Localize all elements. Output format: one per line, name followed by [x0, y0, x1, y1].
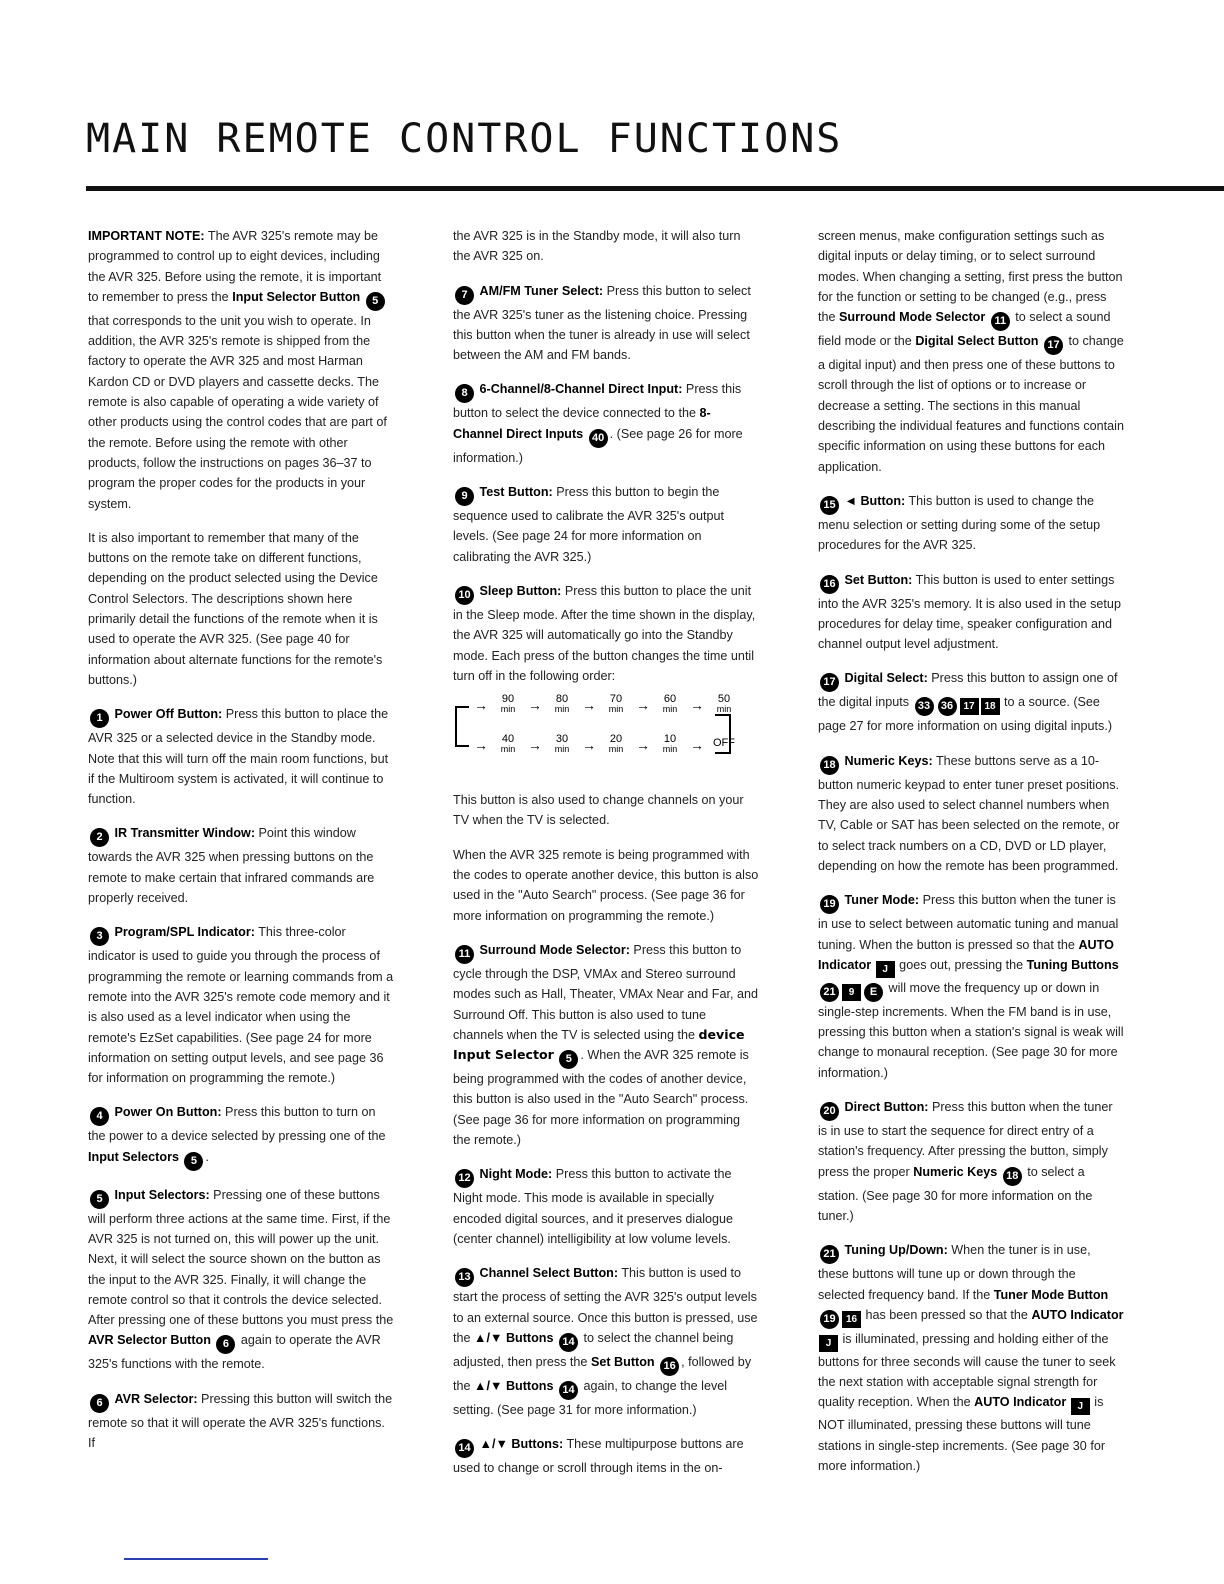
item-text: Press this button to begin the sequence used to calibrate the AVR 325's output levels. (See page 24 for more information on calibrating the AVR 325.)	[453, 485, 725, 564]
callout-number: 16	[820, 575, 839, 594]
callout-number: 11	[991, 312, 1010, 331]
ref-label: Input Selector Button	[232, 289, 361, 304]
item-text: Pressing one of these buttons will perform three actions at the same time. First, if the AVR 325 is not turned on, this will power up the unit. Next, it will select the source shown on the button as the input to the AVR 325. Finally, it will change the remote control so that it controls the device selected. After pressing one of these buttons you must press the	[88, 1187, 394, 1328]
seq-item	[601, 734, 631, 754]
arrow-right-icon: →	[636, 697, 650, 714]
item-text: Press this button to select the device connected to the	[453, 382, 742, 421]
seq-item	[601, 694, 631, 714]
item-heading: Power On Button:	[114, 1105, 222, 1120]
item-text: is NOT illuminated, pressing these buttons will tune stations in single-step increments. (See page 30 for more information.)	[818, 1395, 1106, 1473]
callout-number: 40	[589, 429, 608, 448]
arrow-right-icon: →	[636, 737, 650, 754]
item-12	[453, 1164, 759, 1249]
item-text: Press this button to assign one of the digital inputs	[818, 671, 1118, 710]
ref-label: ▲/▼ Buttons	[474, 1378, 554, 1393]
seq-unit: min	[500, 744, 516, 755]
item-text: This button is used to change the menu selection or setting during some of the setup procedures for the AVR 325.	[818, 493, 1101, 553]
callout-number: 10	[455, 586, 474, 605]
ref-label: Tuner Mode Button	[993, 1287, 1109, 1302]
callout-number: 5	[90, 1190, 109, 1209]
item-text: Press this button to cycle through the DSP, VMAx and Stereo surround modes such as Hall, Theater, VMAx Near and Far, and Surround Off. This button is also used to tune channels when the TV is selected using the	[453, 942, 758, 1042]
seq-value: 30	[555, 733, 569, 746]
seq-row-2	[469, 734, 739, 754]
callout-square: 9	[842, 984, 861, 1001]
ref-label: AUTO Indicator	[1031, 1307, 1124, 1322]
item-heading: Set Button:	[844, 572, 913, 587]
seq-off: OFF	[713, 737, 735, 750]
callout-number: 5	[559, 1050, 578, 1069]
item-text: to a source. (See page 27 for more information on using digital inputs.)	[818, 695, 1113, 734]
callout-number: 20	[820, 1102, 839, 1121]
text: that corresponds to the unit you wish to operate. In addition, the AVR 325's remote is shipped from the factory to operate the AVR 325 and most Harman Kardon CD or DVD players and cassette decks. The remote is also capable of operating a wide variety of other products using the control codes that are part of the remote. Before using the remote with other products, follow the instructions on pages 36–37 to program the proper codes for the products in your system.	[88, 313, 387, 511]
item-heading: AVR Selector:	[114, 1391, 198, 1406]
item-heading: Tuning Up/Down:	[844, 1243, 948, 1258]
item-15	[818, 491, 1124, 556]
item-14	[453, 1434, 759, 1478]
item-heading: Tuner Mode:	[844, 893, 920, 908]
arrow-right-icon: →	[582, 737, 596, 754]
ref-label: AUTO Indicator	[974, 1395, 1067, 1410]
item-text: When the tuner is in use, these buttons will tune up or down through the selected frequency band. If the	[818, 1243, 1091, 1302]
item-7	[453, 281, 759, 366]
callout-number: 5	[366, 292, 385, 311]
callout-number: 19	[820, 1310, 839, 1329]
callout-number: 4	[90, 1107, 109, 1126]
seq-item	[655, 694, 685, 714]
callout-number: 6	[216, 1335, 235, 1354]
seq-unit: min	[608, 744, 624, 755]
item-heading: ▲/▼ Buttons:	[479, 1437, 564, 1452]
ref-label: Set Button	[590, 1354, 655, 1369]
ref-label: Input Selectors	[88, 1149, 179, 1164]
item-heading: Numeric Keys:	[844, 753, 933, 768]
seq-item	[493, 694, 523, 714]
callout-number: 1	[90, 709, 109, 728]
text: The AVR 325's remote may be programmed to control up to eight devices, including the AVR 325. Before using the remote, it is important to remember to press the	[88, 229, 382, 304]
item-text: has been pressed so that the	[862, 1307, 1032, 1322]
ref-label: AUTO Indicator	[818, 937, 1114, 972]
callout-number: 18	[1003, 1167, 1022, 1186]
item-5	[88, 1185, 394, 1375]
paragraph: This button is also used to change channels on your TV when the TV is selected.	[453, 793, 744, 828]
ref-label: Surround Mode Selector	[839, 310, 986, 325]
item-6	[88, 1389, 394, 1454]
callout-number: 3	[90, 927, 109, 946]
seq-line	[455, 706, 457, 746]
callout-number: 12	[455, 1169, 474, 1188]
item-heading: Surround Mode Selector:	[479, 942, 630, 957]
callout-number: 9	[455, 487, 474, 506]
item-3	[88, 922, 394, 1088]
arrow-right-icon: →	[582, 697, 596, 714]
item-8	[453, 379, 759, 468]
seq-item	[493, 734, 523, 754]
important-note-lead: IMPORTANT NOTE:	[88, 229, 205, 243]
seq-item	[655, 734, 685, 754]
callout-number: 21	[820, 983, 839, 1002]
ref-label: device Input Selector	[453, 1026, 745, 1063]
seq-item	[547, 734, 577, 754]
callout-number: 14	[559, 1333, 578, 1352]
item-4	[88, 1102, 394, 1170]
callout-square: J	[876, 961, 895, 978]
item-text: This button is used to enter settings into the AVR 325's memory. It is also used in the setup procedures for delay time, speaker configuration and channel output level adjustment.	[818, 572, 1121, 652]
seq-row-1	[469, 694, 739, 714]
seq-value: 60	[663, 693, 677, 706]
item-text: , followed by the	[453, 1354, 752, 1393]
seq-value: 50	[717, 693, 731, 706]
item-13	[453, 1263, 759, 1420]
callout-number: 17	[820, 673, 839, 692]
callout-number: 36	[938, 697, 957, 716]
callout-number: 16	[660, 1357, 679, 1376]
ref-label: Numeric Keys	[913, 1164, 998, 1179]
seq-item	[709, 694, 739, 714]
item-19	[818, 890, 1124, 1083]
item-text: again, to change the level setting. (See page 31 for more information.)	[453, 1378, 728, 1417]
callout-square: 18	[981, 698, 1000, 715]
callout-number: 14	[559, 1381, 578, 1400]
item-text: screen menus, make configuration settings such as digital inputs or delay timing, or to select surround modes. When changing a setting, first press the button for the function or setting to be changed (e.g., press the	[818, 229, 1123, 325]
callout-number: E	[864, 983, 883, 1002]
callout-number: 6	[90, 1394, 109, 1413]
seq-unit: min	[716, 704, 732, 715]
item-10	[453, 581, 759, 686]
item-heading: Sleep Button:	[479, 583, 562, 598]
callout-number: 14	[455, 1439, 474, 1458]
seq-line	[455, 745, 469, 747]
item-heading: ◄ Button:	[844, 493, 906, 508]
item-text: Press this button when the tuner is in use to select between automatic tuning and manual tuning. When the button is pressed so that the	[818, 893, 1119, 952]
paragraph: It is also important to remember that many of the buttons on the remote take on different functions, depending on the product selected using the Device Control Selectors. The descriptions shown here primarily detail the functions of the remote when it is used to operate the AVR 325. (See page 40 for information about alternate functions for the remote's buttons.)	[88, 530, 383, 687]
seq-unit: min	[554, 704, 570, 715]
footer-rule	[124, 1558, 268, 1560]
callout-number: 7	[455, 286, 474, 305]
item-11	[453, 940, 759, 1150]
item-heading: Test Button:	[479, 485, 553, 500]
item-text: These multipurpose buttons are used to change or scroll through items in the on-	[453, 1437, 744, 1476]
item-text: This button is used to start the process of setting the AVR 325's output levels to an external source. Once this button is pressed, use the	[453, 1266, 758, 1345]
callout-number: 11	[455, 945, 474, 964]
arrow-right-icon: →	[528, 737, 542, 754]
seq-unit: min	[500, 704, 516, 715]
item-heading: Direct Button:	[844, 1100, 929, 1115]
item-21	[818, 1240, 1124, 1476]
ref-label: Tuning Buttons	[1026, 957, 1119, 972]
ref-label: ▲/▼ Buttons	[474, 1330, 554, 1345]
item-heading: Program/SPL Indicator:	[114, 925, 255, 940]
item-2	[88, 823, 394, 908]
item-heading: IR Transmitter Window:	[114, 826, 256, 841]
callout-square: J	[819, 1335, 838, 1352]
item-text: These buttons serve as a 10-button numeric keypad to enter tuner preset positions. They are also used to select channel numbers when TV, Cable or SAT has been selected on the remote, or to select track numbers on a CD, DVD or LD player, depending on how the remote has been programmed.	[818, 753, 1120, 873]
arrow-right-icon: →	[474, 697, 488, 714]
item-heading: 6-Channel/8-Channel Direct Input:	[479, 382, 683, 397]
item-text: . (See page 26 for more information.)	[453, 426, 743, 465]
item-text: Pressing this button will switch the remote so that it will operate the AVR 325's functions. If	[88, 1391, 393, 1451]
item-text: to select the channel being adjusted, then press the	[453, 1330, 734, 1369]
item-18	[818, 751, 1124, 876]
paragraph: When the AVR 325 remote is being programmed with the codes to operate another device, this button is also used in the "Auto Search" process. (See page 36 for more information on programming the remote.)	[453, 847, 759, 923]
item-text: .	[205, 1149, 209, 1164]
sleep-sequence-diagram	[453, 692, 743, 780]
seq-line	[455, 706, 469, 708]
callout-number: 17	[1044, 336, 1063, 355]
callout-square: 16	[842, 1311, 861, 1328]
item-9	[453, 482, 759, 567]
seq-unit: min	[554, 744, 570, 755]
ref-label: 8-Channel Direct Inputs	[453, 406, 711, 441]
item-text: will move the frequency up or down in single-step increments. When the FM band is in use, pressing this button when a station's signal is weak will change to monaural reception. (See page 30 for more information.)	[818, 980, 1124, 1080]
callout-number: 8	[455, 384, 474, 403]
item-text: goes out, pressing the	[895, 957, 1027, 972]
continued-text: the AVR 325 is in the Standby mode, it will also turn the AVR 325 on.	[453, 229, 741, 264]
item-text: Press this button to activate the Night mode. This mode is available in specially encoded digital sources, and it preserves dialogue (center channel) intelligibility at low volume levels.	[453, 1167, 734, 1246]
callout-number: 15	[820, 496, 839, 515]
item-text: to change a digital input) and then press one of these buttons to scroll through the list of options or to increase or decrease a setting. The sections in this manual describing the individual features and functions contain specific information on using these buttons for each application.	[818, 334, 1124, 474]
item-heading: Power Off Button:	[114, 707, 223, 722]
item-text: Press this button when the tuner is in use to start the sequence for direct entry of a station's frequency. After pressing the button, simply press the proper	[818, 1100, 1113, 1179]
seq-value: 80	[555, 693, 569, 706]
item-text: Point this window towards the AVR 325 when pressing buttons on the remote to make certain that infrared commands are properly received.	[88, 826, 375, 906]
seq-unit: min	[662, 744, 678, 755]
column-2	[453, 226, 759, 1492]
item-heading: Night Mode:	[479, 1167, 553, 1182]
seq-value: 10	[663, 733, 677, 746]
item-text: Press this button to select the AVR 325's tuner as the listening choice. Pressing this button when the tuner is already in use will select between the AM and FM bands.	[453, 283, 751, 363]
item-heading: Digital Select:	[844, 671, 928, 686]
callout-number: 13	[455, 1268, 474, 1287]
seq-unit: min	[662, 704, 678, 715]
callout-number: 19	[820, 895, 839, 914]
item-20	[818, 1097, 1124, 1226]
item-heading: AM/FM Tuner Select:	[479, 283, 604, 298]
seq-item	[547, 694, 577, 714]
arrow-right-icon: →	[690, 737, 704, 754]
callout-square: J	[1071, 1398, 1090, 1415]
seq-value: 20	[609, 733, 623, 746]
item-text: to select a sound field mode or the	[818, 310, 1111, 349]
arrow-right-icon: →	[474, 737, 488, 754]
column-3	[818, 226, 1124, 1490]
seq-value: 40	[501, 733, 515, 746]
callout-number: 18	[820, 756, 839, 775]
seq-value: 70	[609, 693, 623, 706]
callout-square: 17	[960, 698, 979, 715]
continued-text	[818, 226, 1124, 477]
seq-value: 90	[501, 693, 515, 706]
callout-number: 5	[184, 1152, 203, 1171]
title-rule	[86, 186, 1224, 191]
item-text: again to operate the AVR 325's functions with the remote.	[88, 1333, 381, 1372]
item-text: Press this button to place the unit in the Sleep mode. After the time shown in the display, the AVR 325 will automatically go into the Standby mode. Each press of the button changes the time until turn off in the following order:	[453, 583, 756, 683]
item-text: to select a station. (See page 30 for more information on the tuner.)	[818, 1164, 1093, 1223]
ref-label: Digital Select Button	[915, 334, 1039, 349]
seq-unit: min	[608, 704, 624, 715]
seq-line	[715, 714, 729, 716]
item-text: is illuminated, pressing and holding either of the buttons for three seconds will cause the tuner to seek the next station with acceptable signal strength for quality reception. When the	[818, 1331, 1116, 1410]
item-17	[818, 668, 1124, 736]
item-16	[818, 570, 1124, 655]
column-1	[88, 226, 394, 1467]
callout-number: 21	[820, 1245, 839, 1264]
item-1	[88, 704, 394, 809]
ref-label: AVR Selector Button	[88, 1333, 211, 1348]
important-note	[88, 226, 394, 514]
item-text: . When the AVR 325 remote is being programmed with the codes of another device, this button is also used in the "Auto Search" process. (See page 36 for more information on programming the remote.)	[453, 1048, 749, 1148]
item-heading: Channel Select Button:	[479, 1266, 619, 1281]
item-heading: Input Selectors:	[114, 1187, 210, 1202]
arrow-right-icon: →	[528, 697, 542, 714]
arrow-right-icon: →	[690, 697, 704, 714]
item-text: Press this button to turn on the power to a device selected by pressing one of the	[88, 1105, 386, 1144]
callout-number: 2	[90, 828, 109, 847]
callout-number: 33	[915, 697, 934, 716]
page-title: MAIN REMOTE CONTROL FUNCTIONS	[86, 116, 843, 162]
item-text: This three-color indicator is used to guide you through the process of programming the remote or learning commands from a remote into the AVR 325's remote code memory and it is also used as a level indicator when using the remote's EzSet capabilities. (See page 24 for more information on setting output levels, and see page 36 for information on programming the remote.)	[88, 925, 394, 1086]
item-text: Press this button to place the AVR 325 or a selected device in the Standby mode. Note that this will turn off the main room functions, but if the Multiroom system is activated, it will continue to function.	[88, 707, 389, 807]
